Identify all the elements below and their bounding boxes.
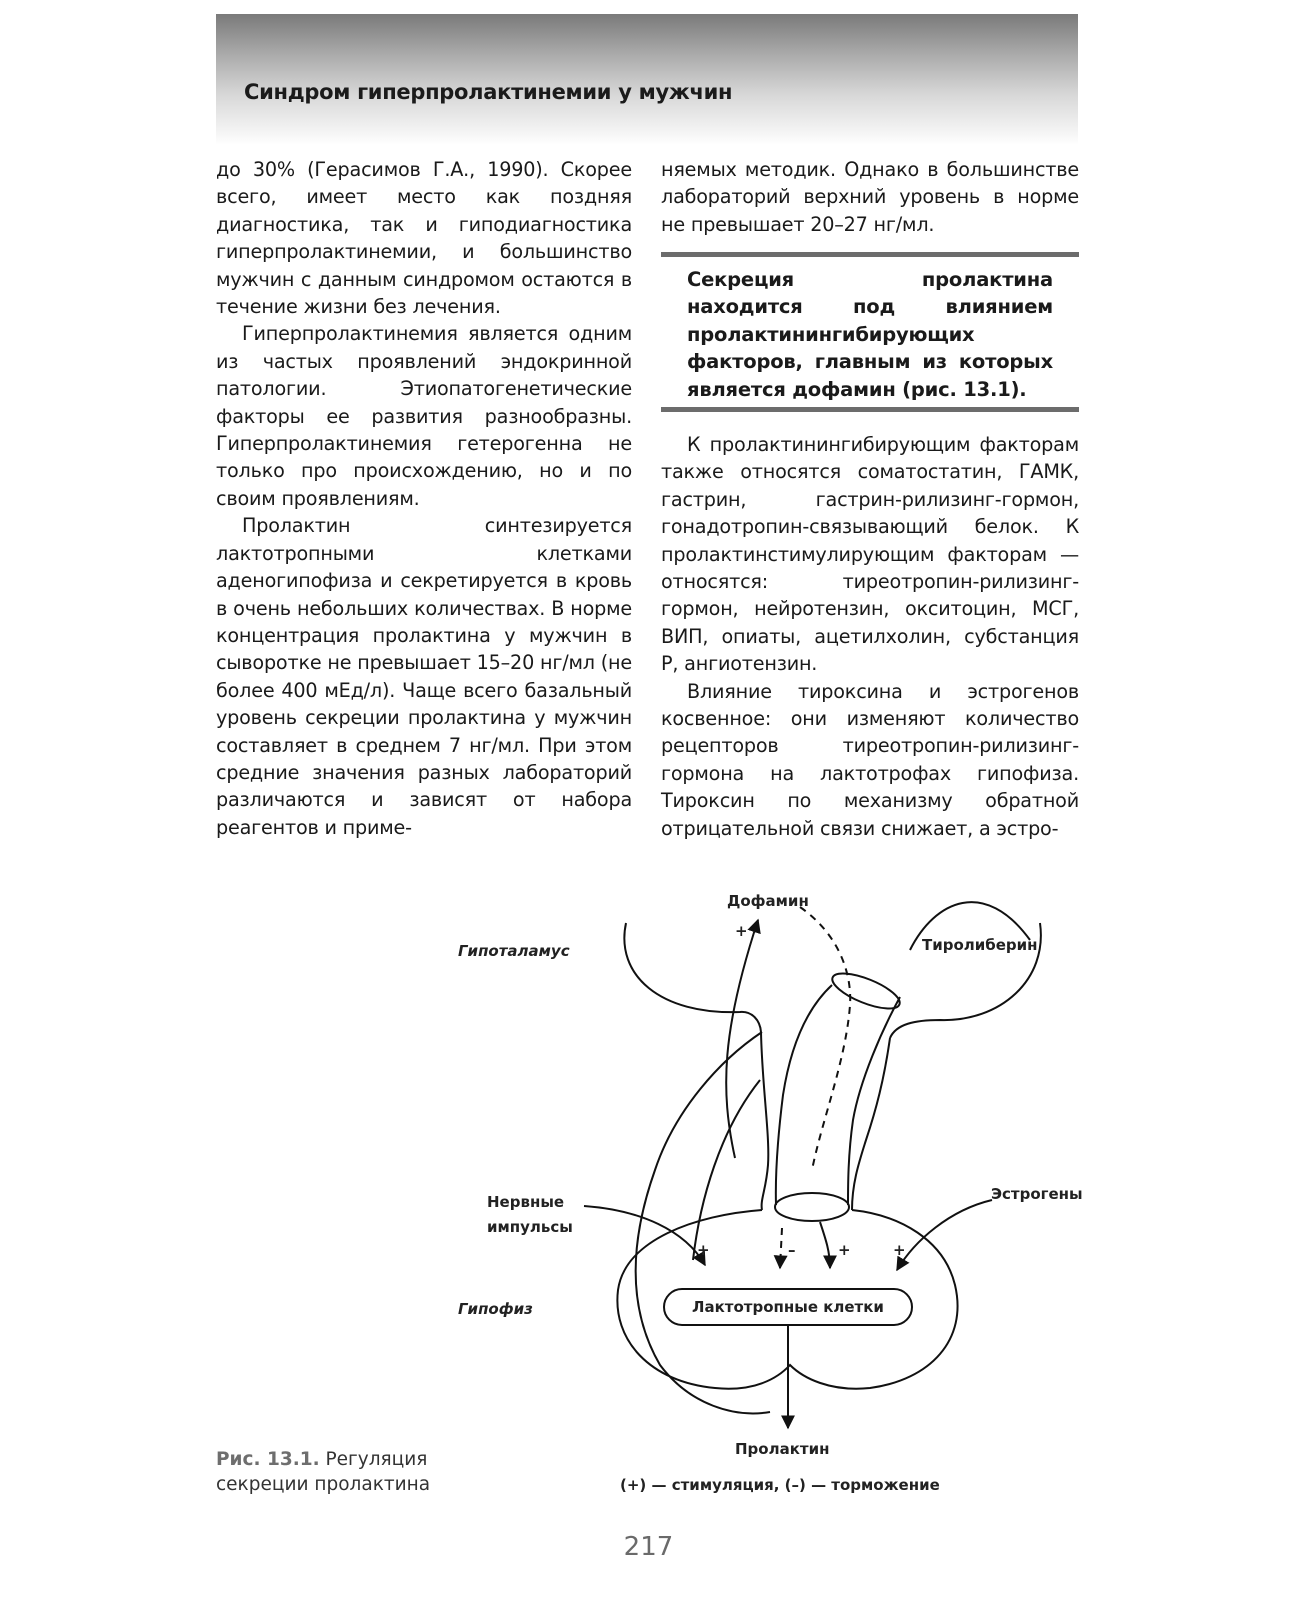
plus-sign: +	[893, 1241, 906, 1259]
hypothalamus-outline-right	[890, 923, 1041, 1038]
callout-text: Секреция пролактина находится под влиянием пролактинингибирующих факторов, главным из которых является дофамин (рис. 13.1).	[687, 268, 1053, 401]
lactotrophs-box	[664, 1289, 912, 1325]
label-pituitary: Гипофиз	[458, 1300, 533, 1318]
figure-caption-number: Рис. 13.1.	[216, 1449, 320, 1470]
portal-vessel-bottom	[775, 1193, 849, 1221]
dopamine-arrow	[726, 920, 758, 1158]
portal-vessel-top	[828, 966, 904, 1015]
figure-caption-text: Регуляция секреции пролактина	[216, 1449, 431, 1495]
label-lactotrophs: Лактотропные клетки	[692, 1298, 884, 1316]
right-column-top	[661, 156, 1079, 238]
thyroliberin-arrow	[910, 902, 1030, 950]
label-nerve-impulses-line2: импульсы	[487, 1218, 573, 1236]
paragraph: К пролактинингибирующим факторам также относятся соматостатин, ГАМК, гастрин, гастрин-рилизинг-гормон, гонадотропин-связывающий белок. К пролактинстимулирующим факторам — относятся: тиреотропин-рилизинг-гормон, нейротензин, окситоцин, МСГ, ВИП, опиаты, ацетилхолин, субстанция Р, ангиотензин.	[661, 433, 1079, 676]
estrogens-arrow	[897, 1200, 992, 1270]
left-column	[216, 156, 632, 841]
right-column-bottom	[661, 431, 1079, 842]
label-estrogens: Эстрогены	[991, 1185, 1083, 1203]
nerve-impulses-arrow	[584, 1206, 705, 1265]
portal-vessel-left	[776, 985, 832, 1205]
paragraph: Гиперпролактинемия является одним из частых проявлений эндокринной патологии. Этиопатогенетические факторы ее развития разнообразны. Гиперпролактинемия гетерогенна не только про происхождению, но и по своим проявлениям.	[216, 322, 632, 510]
page-number: 217	[623, 1532, 674, 1562]
dopamine-dashed-path	[800, 907, 850, 1170]
minus-sign: –	[788, 1241, 796, 1259]
figure-caption	[216, 1447, 466, 1497]
label-prolactin: Пролактин	[735, 1440, 830, 1458]
paragraph: Пролактин синтезируется лактотропными клетками аденогипофиза и секретируется в кровь в очень небольших количествах. В норме концентрация пролактина у мужчин в сыворотке не превышает 15–20 нг/мл (не более 400 мЕд/л). Чаще всего базальный уровень секреции пролактина у мужчин составляет в среднем 7 нг/мл. При этом средние значения разных лабораторий различаются и зависят от набора реагентов и приме-	[216, 514, 632, 839]
nerve-tract	[636, 1032, 770, 1413]
running-header-title: Синдром гиперпролактинемии у мужчин	[244, 80, 733, 104]
label-nerve-impulses-line1: Нервные	[487, 1193, 565, 1211]
thyroliberin-vessel-arrow	[820, 1222, 830, 1268]
stalk-right-wall	[852, 1038, 890, 1210]
portal-vessel-right	[848, 997, 900, 1205]
plus-sign: +	[735, 922, 748, 940]
figure-legend: (+) — стимуляция, (–) — торможение	[620, 1476, 940, 1494]
label-dopamine: Дофамин	[727, 892, 809, 910]
callout-box	[661, 252, 1079, 412]
plus-sign: +	[838, 1241, 851, 1259]
plus-sign: +	[697, 1241, 710, 1259]
hypothalamus-outline-left	[624, 923, 761, 1032]
nerve-tract-inner	[693, 1080, 760, 1260]
inhibition-dashed-arrow	[780, 1228, 782, 1268]
paragraph: Влияние тироксина и эстрогенов косвенное: они изменяют количество рецепторов тиреотропин-рилизинг-гормона на лактотрофах гипофиза. Тироксин по механизму обратной отрицательной связи снижает, а эстро-	[661, 679, 1079, 840]
paragraph: до 30% (Герасимов Г.А., 1990). Скорее всего, имеет место как поздняя диагностика, так и гиподиагностика гиперпролактинемии, и большинство мужчин с данным синдромом остаются в течение жизни без лечения.	[216, 158, 632, 319]
running-header	[216, 14, 1078, 145]
label-thyroliberin: Тиролиберин	[922, 936, 1038, 954]
paragraph: няемых методик. Однако в большинстве лабораторий верхний уровень в норме не превышает 20–27 нг/мл.	[661, 158, 1079, 236]
label-hypothalamus: Гипоталамус	[458, 942, 570, 960]
stalk-left-wall	[761, 1032, 768, 1210]
pituitary-outline	[617, 1210, 957, 1389]
